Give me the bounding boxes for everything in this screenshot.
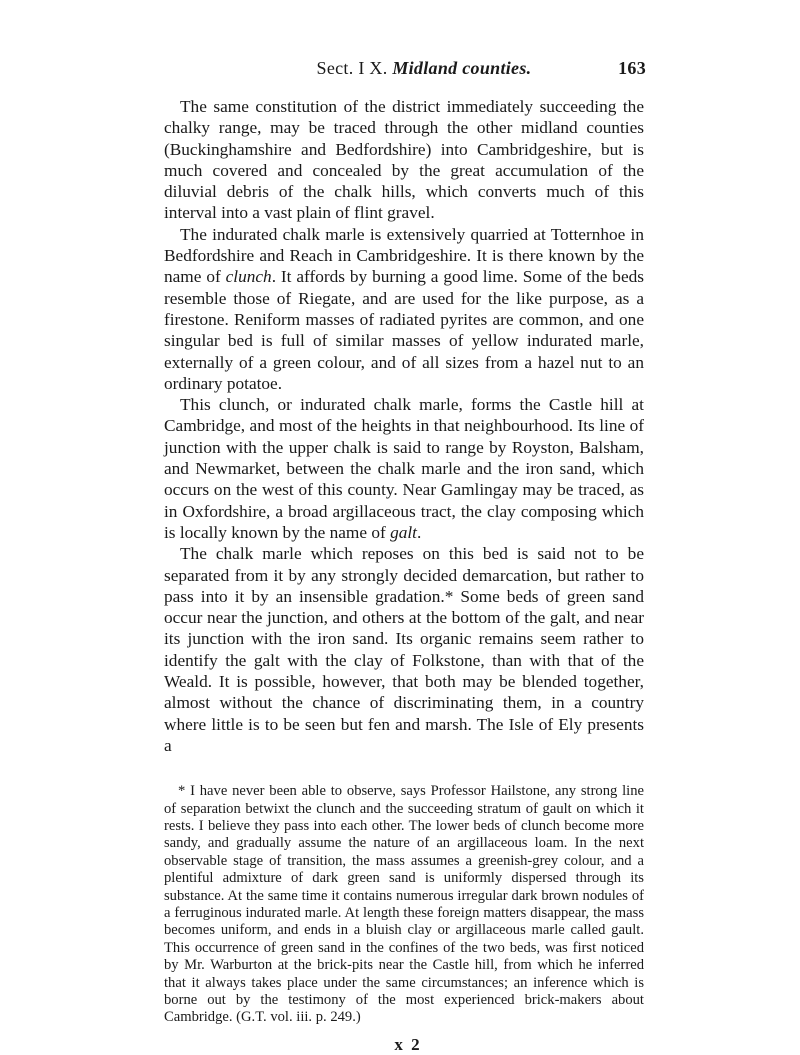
footnote: * I have never been able to observe, says Professor Hailstone, any strong line of separation betwixt the clunch and the succeeding stratum of gault on which it rests. I believe they pass into each other. The lower beds of clunch become more sandy, and gradually assume the nature of an argillaceous loam. In the next observable stage of transition, the mass assumes a greenish-grey colour, and a plentiful admixture of dark green sand is uniformly dispersed through its substance. At the same time it contains numerous irregular dark brown nodules of a ferruginous indurated marle. At length these foreign matters disappear, the mass becomes uniform, and ends in a bluish clay or argillaceous marle called gault. This occurrence of green sand in the confines of the two beds, was first noticed by Mr. Warburton at the brick-pits near the Castle hill, from which he inferred that it always takes place under the same circumstances; an inference which is borne out by the testimony of the most experienced brick-makers about Cambridge. (G.T. vol. iii. p. 249.): [164, 783, 644, 1026]
paragraph: [164, 224, 644, 394]
body-text: [164, 96, 644, 756]
running-head-text: [277, 58, 532, 79]
italic-term: galt: [390, 522, 417, 542]
paragraph-text: This clunch, or indurated chalk marle, forms the Castle hill at Cambridge, and most of the heights in that neighbourhood. Its line of junction with the upper chalk is said to range by Royston, Balsham, and Newmarket, between the chalk marle and the iron sand, which occurs on the west of this county. Near Gamlingay may be traced, as in Oxfordshire, a broad argillaceous tract, the clay composing which is locally known by the name of: [164, 395, 644, 542]
section-title: Midland counties.: [392, 58, 532, 78]
running-head: [164, 58, 644, 84]
paragraph-text: The indurated chalk marle is extensively quarried at Totternhoe in Bedfordshire and Reach in Cambridgeshire. It is there known by the name of: [164, 224, 644, 287]
page-number: 163: [618, 58, 646, 78]
book-page: [164, 58, 644, 1055]
paragraph: The chalk marle which reposes on this bed is said not to be separated from it by any strongly decided demarcation, but rather to pass into it by an insensible gradation.* Some beds of green sand occur near the junction, and others at the bottom of the galt, and near its junction with the iron sand. Its organic remains seem rather to identify the galt with the clay of Folkstone, than with that of the Weald. It is possible, however, that both may be blended together, almost without the chance of discriminating them, in a country where little is to be seen but fen and marsh. The Isle of Ely presents a: [164, 544, 644, 755]
paragraph-text: . It affords by burning a good lime. Some of the beds resemble those of Riegate, and are used for the like purpose, as a firestone. Reniform masses of radiated pyrites are common, and one singular bed is full of similar masses of yellow indurated marle, externally of a green colour, and of all sizes from a hazel nut to an ordinary potatoe.: [164, 267, 644, 393]
italic-term: clunch: [225, 267, 272, 287]
signature-mark: x 2: [394, 1034, 422, 1054]
paragraph: The same constitution of the district immediately succeeding the chalky range, may be traced through the other midland counties (Buckinghamshire and Bedfordshire) into Cambridgeshire, but is much covered and concealed by the great accumulation of the diluvial debris of the chalk hills, which converts much of this interval into a vast plain of flint gravel.: [164, 97, 644, 223]
footnotes: [164, 783, 644, 1027]
section-label: Sect. I X.: [316, 58, 388, 78]
paragraph: [164, 394, 644, 543]
paragraph-text: .: [416, 522, 422, 542]
